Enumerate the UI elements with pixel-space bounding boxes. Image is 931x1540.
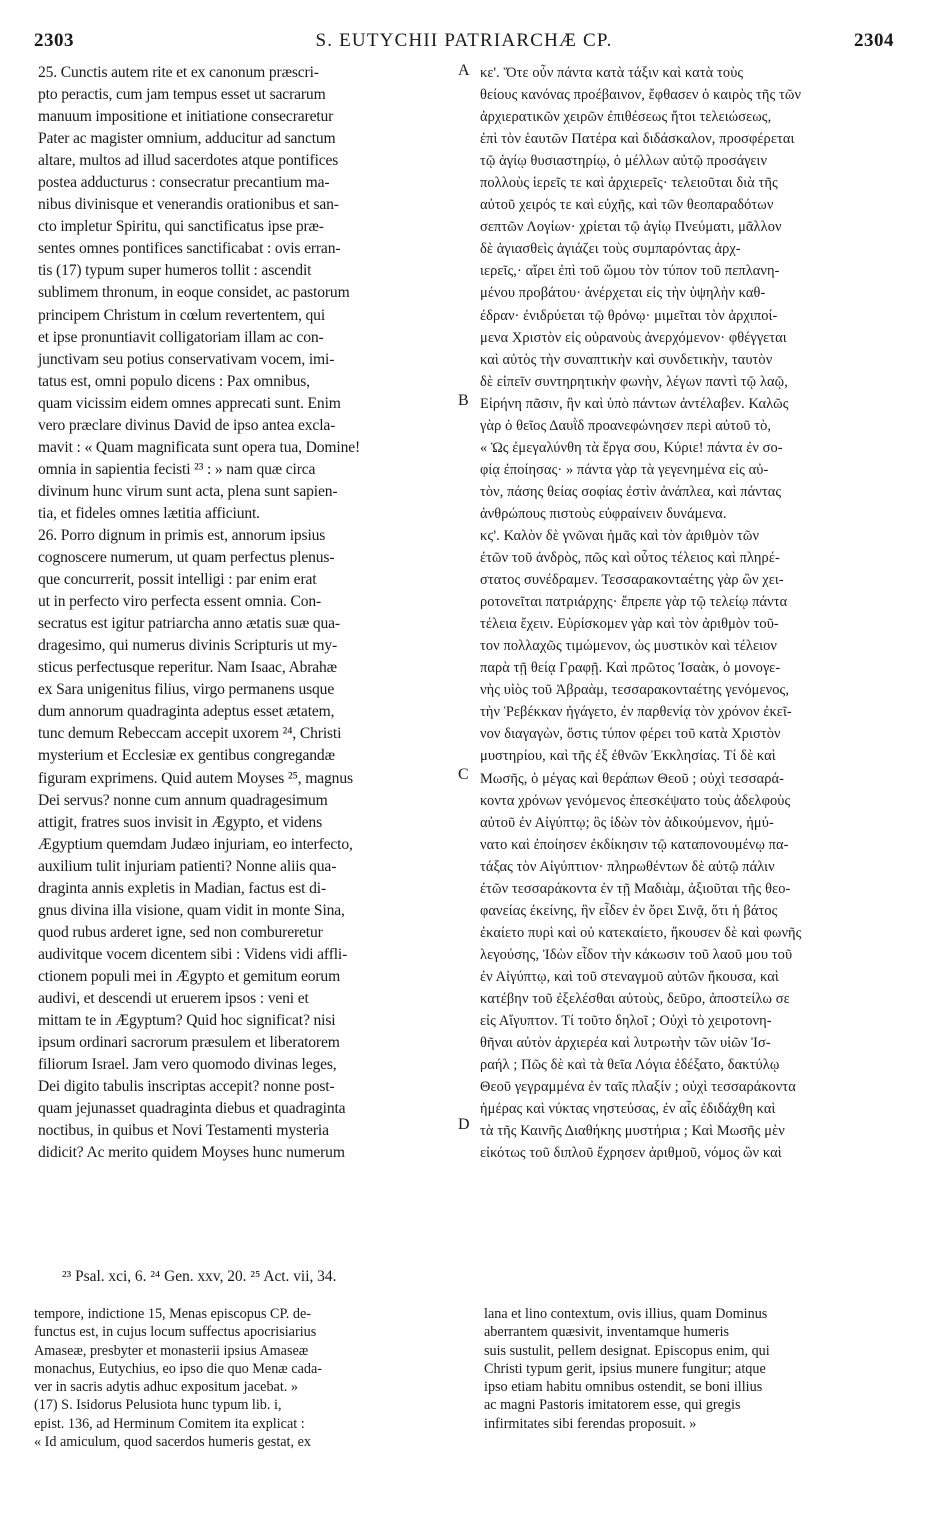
text-line: pto peractis, cum jam tempus esset ut sacrarum xyxy=(38,86,326,104)
text-line: φίᾳ ἐποίησας· » πάντα γὰρ τὰ γεγενημένα εἰς αὐ- xyxy=(480,461,769,478)
text-line: mavit : « Quam magnificata sunt opera tua, Domine! xyxy=(38,438,361,456)
text-line: functus est, in cujus locum suffectus apocrisiarius xyxy=(34,1324,317,1341)
text-line: postea adducturus : consecratur precantium ma- xyxy=(38,174,330,192)
text-line: auxilium tulit injuriam patienti? Nonne aliis qua- xyxy=(38,857,337,875)
text-line: ἐτῶν τεσσαράκοντα ἐν τῇ Μαδιὰμ, ἀξιοῦται τῆς θεο- xyxy=(480,880,791,897)
text-line: tis (17) typum super humeros tollit : ascendit xyxy=(38,262,312,280)
text-line: τὰ τῆς Καινῆς Διαθήκης μυστήρια ; Καὶ Μωσῆς μὲν xyxy=(480,1123,785,1140)
text-line: audivi, et descendi ut eruerem ipsos : veni et xyxy=(38,989,309,1007)
greek-column xyxy=(480,62,900,1164)
text-line: παρὰ τῇ θείᾳ Γραφῇ. Καὶ πρῶτος Ἰσαὰκ, ὁ μονογε- xyxy=(480,660,781,677)
text-line: 26. Porro dignum in primis est, annorum ipsius xyxy=(38,526,326,544)
text-line: ac magni Pastoris imitatorem esse, qui gregis xyxy=(484,1397,741,1414)
text-line: στατος συνέδραμεν. Τεσσαρακονταέτης γὰρ ὢν χει- xyxy=(480,572,784,589)
text-line: dum annorum quadraginta adeptus esset ætatem, xyxy=(38,703,335,721)
text-line: ipso etiam habitu omnibus ostendit, se boni illius xyxy=(484,1379,763,1396)
text-line: αὐτοῦ ἐν Αἰγύπτῳ; ὃς ἰδὼν τὸν ἀδικούμενον, ἠμύ- xyxy=(480,814,774,831)
text-line: Pater ac magister omnium, adducitur ad sanctum xyxy=(38,130,336,148)
text-line: θῆναι αὐτὸν ἀρχιερέα καὶ λυτρωτὴν τῶν υἱῶν Ἰσ- xyxy=(480,1035,771,1052)
text-line: quam vicissim eidem omnes apprecati sunt. Enim xyxy=(38,394,341,412)
text-line: δὲ εἰπεῖν συντηρητικὴν φωνὴν, λέγων παντὶ τῷ λαῷ, xyxy=(480,373,788,390)
text-line: μένου προβάτου· ἀνέρχεται εἰς τὴν ὑψηλὴν καθ- xyxy=(480,285,766,302)
text-line: ἐν Αἰγύπτῳ, καὶ τοῦ στεναγμοῦ αὐτῶν ἤκουσα, καὶ xyxy=(480,968,779,985)
text-line: Μωσῆς, ὁ μέγας καὶ θεράπων Θεοῦ ; οὐχὶ τεσσαρά- xyxy=(480,770,785,787)
text-line: et ipse pronuntiavit colligatoriam illam ac con- xyxy=(38,328,324,346)
text-line: sublimem thronum, in eoque considet, ac pastorum xyxy=(38,284,350,302)
text-line: δὲ ἁγιασθεὶς ἁγιάζει τοὺς συμπαρόντας ἀρχ- xyxy=(480,241,741,258)
text-line: altare, multos ad illud sacerdotes atque pontifices xyxy=(38,152,339,170)
text-line: ἐπὶ τὸν ἑαυτῶν Πατέρα καὶ διδάσκαλον, προσφέρεται xyxy=(480,131,795,148)
text-line: infirmitates sibi ferendas proposuit. » xyxy=(484,1415,697,1432)
text-line: mysterium et Ecclesiæ ex gentibus congregandæ xyxy=(38,747,335,765)
text-line: lana et lino contextum, ovis illius, quam Dominus xyxy=(484,1306,768,1322)
scripture-references: ²³ Psal. xci, 6. ²⁴ Gen. xxv, 20. ²⁵ Act. vii, 34. xyxy=(62,1268,337,1285)
latin-column xyxy=(38,62,458,1164)
text-line: νατο καὶ ἐποίησεν ἐκδίκησιν τῷ καταπονουμένῳ πα- xyxy=(480,836,789,853)
text-line: καὶ αὐτὸς τὴν συναπτικὴν καὶ συνδετικὴν, ταυτὸν xyxy=(480,351,773,368)
text-line: μενα Χριστὸν εἰς οὐρανοὺς ἀνερχόμενον· φθέγγεται xyxy=(480,329,787,346)
text-line: Ægyptium quemdam Judæo injuriam, eo interfecto, xyxy=(38,835,353,853)
text-line: ἀρχιερατικῶν χειρῶν ἐπιθέσεως ἤτοι τελειώσεως, xyxy=(480,109,772,126)
text-line: draginta annis expletis in Madian, factus est di- xyxy=(38,879,326,897)
text-line: dragesimo, qui numerus divinis Scripturis ut my- xyxy=(38,637,338,655)
page-number-right: 2304 xyxy=(854,30,894,51)
text-line: Dei servus? nonne cum annum quadragesimum xyxy=(38,791,328,809)
text-line: μυστηρίου, καὶ τῆς ἐξ ἐθνῶν Ἐκκλησίας. Τί δὲ καὶ xyxy=(480,748,776,765)
text-line: secratus est igitur patriarcha anno ætatis suæ qua- xyxy=(38,615,340,633)
page-header xyxy=(34,30,894,56)
text-line: (17) S. Isidorus Pelusiota hunc typum lib. i, xyxy=(34,1397,282,1414)
text-line: τέλεια ἔχειν. Εὑρίσκομεν γὰρ καὶ τὸν ἀριθμὸν τοῦ- xyxy=(480,616,779,633)
text-line: ἀνθρώπους πιστοὺς εὐφραίνειν δυνάμενα. xyxy=(480,505,727,522)
text-line: epist. 136, ad Herminum Comitem ita explicat : xyxy=(34,1415,305,1432)
text-line: Θεοῦ γεγραμμένα ἐν ταῖς πλαξίν ; οὐχὶ τεσσαράκοντα xyxy=(480,1079,796,1096)
text-line: ex Sara unigenitus filius, virgo permanens usque xyxy=(38,681,335,699)
text-line: tatus est, omni populo dicens : Pax omnibus, xyxy=(38,372,310,390)
text-line: sentes omnes pontifices sanctificabat : ovis erran- xyxy=(38,240,341,258)
text-line: ροτονεῖται πατριάρχης· ἔπρεπε γὰρ τῷ τελείῳ πάντα xyxy=(480,594,788,611)
text-line: τὴν Ῥεβέκκαν ἠγάγετο, ἐν παρθενίᾳ τὸν χρόνον ἐκεῖ- xyxy=(480,704,792,721)
text-line: κε'. Ὅτε οὖν πάντα κατὰ τάξιν καὶ κατὰ τοὺς xyxy=(480,65,744,81)
text-line: quod rubus arderet igne, sed non combureretur xyxy=(38,923,323,941)
text-line: νον διαγαγὼν, ὅστις τύπον φέρει τοῦ κατὰ Χριστὸν xyxy=(480,726,781,743)
text-line: gnus divina illa visione, quam vidit in monte Sina, xyxy=(38,901,345,919)
text-line: nibus divinisque et venerandis orationibus et san- xyxy=(38,196,339,214)
text-line: ἡμέρας καὶ νύκτας νηστεύσας, ἐν αἷς ἐδιδάχθη καὶ xyxy=(480,1101,776,1118)
margin-marker-c: C xyxy=(458,766,469,783)
margin-marker-b: B xyxy=(458,392,469,409)
text-line: sticus perfectusque reperitur. Nam Isaac, Abrahæ xyxy=(38,659,337,677)
text-line: ipsum ordinari sacrorum præsulem et liberatorem xyxy=(38,1034,340,1052)
text-line: audivitque vocem dicentem sibi : Videns vidi affli- xyxy=(38,945,348,963)
text-line: εἰκότως τοῦ διπλοῦ ἔχρησεν ἀριθμοῦ, νόμος ὢν καὶ xyxy=(480,1145,782,1162)
text-line: Dei digito tabulis inscriptas accepit? nonne post- xyxy=(38,1078,335,1096)
running-title: S. EUTYCHII PATRIARCHÆ CP. xyxy=(315,30,613,51)
text-line: ctionem populi mei in Ægypto et gemitum eorum xyxy=(38,967,341,985)
text-line: λεγούσης, Ἰδὼν εἶδον τὴν κάκωσιν τοῦ λαοῦ μου τοῦ xyxy=(480,946,793,963)
text-line: didicit? Ac merito quidem Moyses hunc numerum xyxy=(38,1144,345,1162)
text-line: Christi typum gerit, ipsius munere fungitur; atque xyxy=(484,1360,766,1377)
text-line: tempore, indictione 15, Menas episcopus CP. de- xyxy=(34,1306,312,1322)
text-line: 25. Cunctis autem rite et ex canonum præscri- xyxy=(38,64,319,81)
text-line: attigit, fratres suos invisit in Ægypto, et videns xyxy=(38,813,322,831)
text-line: φανείας ἐκείνης, ἣν εἶδεν ἐν ὄρει Σινᾷ, ὅτι ἡ βάτος xyxy=(480,902,778,919)
text-line: tia, et fideles omnes lætitia afficiunt. xyxy=(38,504,260,522)
text-line: ραήλ ; Πῶς δὲ καὶ τὰ θεῖα Λόγια ἐδέξατο, δακτύλῳ xyxy=(480,1057,780,1074)
text-line: πολλοὺς ἱερεῖς τε καὶ ἀρχιερεῖς· τελειοῦται διὰ τῆς xyxy=(480,175,778,192)
text-line: κοντα χρόνων γενόμενος ἐπεσκέψατο τοὺς ἀδελφοὺς xyxy=(480,792,791,809)
text-line: ver in sacris adytis adhuc expositum jacebat. » xyxy=(34,1379,298,1396)
text-line: ἐτῶν τοῦ ἀνδρὸς, πῶς καὶ οὗτος τέλειος καὶ πληρέ- xyxy=(480,550,780,567)
text-line: que concurrerit, possit intelligi : par enim erat xyxy=(38,571,317,589)
text-line: suis sustulit, pellem designat. Episcopus enim, qui xyxy=(484,1342,770,1359)
text-line: aberrantem quæsivit, inventamque humeris xyxy=(484,1324,730,1341)
text-line: τὸν, πάσης θείας σοφίας ἐστὶν ἀνάπλεα, καὶ πάντας xyxy=(480,483,782,500)
page-number-left: 2303 xyxy=(34,30,74,51)
text-line: γὰρ ὁ θεῖος Δαυῒδ προανεφώνησεν περὶ αὐτοῦ τὸ, xyxy=(480,417,772,434)
text-line: τῷ ἁγίῳ θυσιαστηρίῳ, ὁ μέλλων αὐτῷ προσάγειν xyxy=(480,153,768,170)
text-line: tunc demum Rebeccam accepit uxorem ²⁴, Christi xyxy=(38,725,342,743)
text-line: omnia in sapientia fecisti ²³ : » nam quæ circa xyxy=(38,460,316,478)
text-line: « Id amiculum, quod sacerdos humeris gestat, ex xyxy=(34,1434,311,1451)
text-line: figuram exprimens. Quid autem Moyses ²⁵, magnus xyxy=(38,769,353,787)
text-line: junctivam seu potius conservativam vocem, imi- xyxy=(38,350,335,368)
text-line: cognoscere numerum, ut quam perfectus plenus- xyxy=(38,549,335,567)
text-line: τον πολλαχῶς τιμώμενον, ὡς μυστικὸν καὶ τέλειον xyxy=(480,638,778,655)
text-line: Εἰρήνη πᾶσιν, ἣν καὶ ὑπὸ πάντων ἀντέλαβεν. Καλῶς xyxy=(480,395,789,412)
text-line: monachus, Eutychius, eo ipso die quo Menæ cada- xyxy=(34,1360,323,1377)
text-line: cto impletur Spiritu, qui sanctificatus ipse præ- xyxy=(38,218,324,236)
text-line: ιερεῖς,· αἴρει ἐπὶ τοῦ ὤμου τὸν τύπον τοῦ πεπλανη- xyxy=(480,263,780,280)
text-line: filiorum Israel. Jam vero quomodo divinas leges, xyxy=(38,1056,337,1074)
text-line: κατέβην τοῦ ἐξελέσθαι αὐτοὺς, δεῦρο, ἀποστείλω σε xyxy=(480,990,790,1007)
text-line: vero præclare divinus David de ipso antea excla- xyxy=(38,416,336,434)
text-line: noctibus, in quibus et Novi Testamenti mysteria xyxy=(38,1122,329,1140)
text-line: νὴς υἱὸς τοῦ Ἀβραὰμ, τεσσαρακονταέτης γενόμενος, xyxy=(480,682,790,699)
text-line: έδραν· ἐνιδρύεται τῷ θρόνῳ· μιμεῖται τὸν ἀρχιποί- xyxy=(480,307,778,324)
margin-marker-d: D xyxy=(458,1116,470,1133)
text-line: σεπτῶν Λογίων· χρίεται τῷ ἁγίῳ Πνεύματι, μᾶλλον xyxy=(480,219,782,236)
footnotes-right xyxy=(484,1305,904,1433)
text-line: divinum hunc virum sunt acta, plena sunt sapien- xyxy=(38,482,338,500)
footnotes-left xyxy=(34,1305,464,1451)
text-line: εἰς Αἴγυπτον. Τί τοῦτο δηλοῖ ; Οὐχὶ τὸ χειροτονη- xyxy=(480,1013,772,1030)
text-line: ut in perfecto viro perfecta essent omnia. Con- xyxy=(38,593,322,611)
margin-marker-a: A xyxy=(458,62,470,79)
text-line: τάξας τὸν Αἰγύπτιον· πληρωθέντων δὲ αὐτῷ πάλιν xyxy=(480,858,775,875)
text-line: ἐκαίετο πυρὶ καὶ οὐ κατεκαίετο, ἤκουσεν δὲ καὶ φωνῆς xyxy=(480,924,802,941)
text-line: αὐτοῦ χειρός τε καὶ εὐχῆς, καὶ τῶν θεοπαραδότων xyxy=(480,197,774,214)
text-line: manuum impositione et initiatione consecraretur xyxy=(38,108,334,126)
text-line: κϛ'. Καλὸν δὲ γνῶναι ἡμᾶς καὶ τὸν ἀριθμὸν τῶν xyxy=(480,527,760,544)
text-line: principem Christum in cœlum revertentem, qui xyxy=(38,306,326,324)
text-line: Amaseæ, presbyter et monasterii ipsius Amaseæ xyxy=(34,1342,309,1359)
text-line: quam jejunasset quadraginta diebus et quadraginta xyxy=(38,1100,346,1118)
text-line: mittam te in Ægyptum? Quid hoc significat? nisi xyxy=(38,1012,336,1030)
text-line: « Ὡς ἐμεγαλύνθη τὰ ἔργα σου, Κύριε! πάντα ἐν σο- xyxy=(480,439,783,456)
text-line: θείους κανόνας προέβαινον, ἔφθασεν ὁ καιρὸς τῆς τῶν xyxy=(480,87,802,104)
